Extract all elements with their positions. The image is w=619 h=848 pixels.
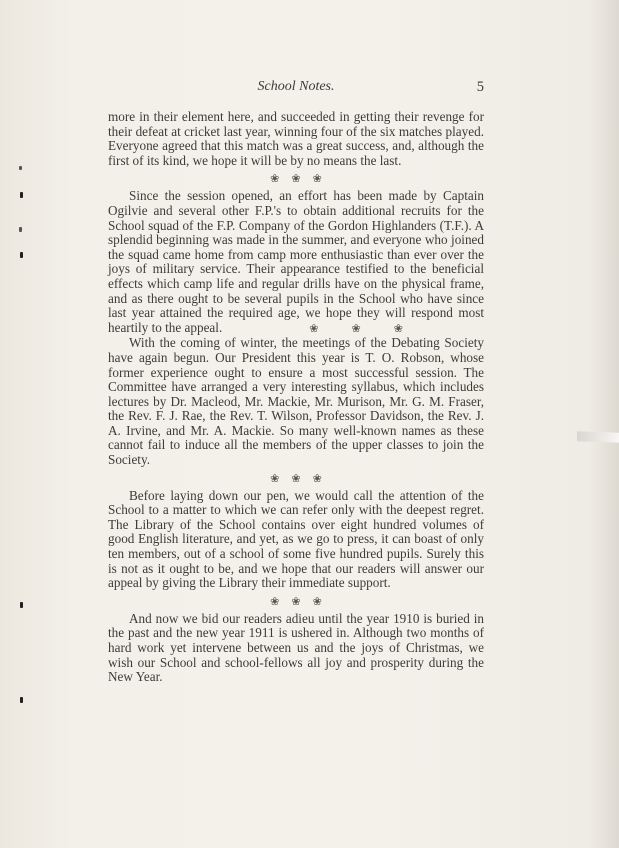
- flower-ornament-icon: ❀: [270, 594, 280, 608]
- binding-mark: [20, 697, 23, 703]
- text-column: [108, 78, 484, 685]
- running-title: School Notes.: [257, 79, 335, 94]
- binding-mark: [19, 227, 22, 232]
- page-edge-shadow: [589, 0, 619, 848]
- flower-ornament-icon: ❀: [291, 172, 301, 186]
- paragraph-military-squad-text: Since the session opened, an effort has been made by Captain Ogilvie and several other F.P.'s to obtain additional recruits for the School squad of the F.P. Company of the Gordon Highlanders (T.F.). A splendid beginning was made in the summer, and everyone who joined the squad came home from camp more enthusiastic than ever over the joys of military service. Their appearance testified to the beneficial effects which camp life and regular drills have on the physical frame, and as there ought to be several pupils in the School who have since last year attained the required age, we hope they will respond most heartily to the appeal.: [108, 188, 484, 335]
- section-ornament: [108, 471, 484, 486]
- binding-mark: [20, 192, 23, 198]
- flower-ornament-icon: ❀: [393, 321, 403, 335]
- page-number: 5: [476, 79, 484, 95]
- flower-ornament-icon: ❀: [312, 471, 322, 485]
- paragraph-cricket: more in their element here, and succeeded in getting their revenge for their defeat at cricket last year, winning four of the six matches played. Everyone agreed that this match was a great success, and, although the first of its kind, we hope it will be by no means the last.: [108, 109, 484, 168]
- page-tab-marker: [577, 431, 619, 442]
- flower-ornament-icon: ❀: [351, 321, 361, 335]
- binding-mark: [20, 252, 23, 258]
- flower-ornament-icon: ❀: [309, 321, 319, 335]
- flower-ornament-icon: ❀: [270, 172, 280, 186]
- flower-ornament-icon: ❀: [291, 594, 301, 608]
- section-ornament: [108, 594, 484, 609]
- flower-ornament-icon: ❀: [291, 471, 301, 485]
- section-ornament: [282, 322, 409, 335]
- paragraph-farewell: And now we bid our readers adieu until the year 1910 is buried in the past and the new year 1911 is ushered in. Although two months of hard work yet intervene between us and the joys of Christmas, we wish our School and school-fellows all joy and prosperity during the New Year.: [108, 610, 484, 685]
- flower-ornament-icon: ❀: [312, 172, 322, 186]
- section-ornament: [108, 171, 484, 186]
- binding-mark: [19, 166, 22, 170]
- paragraph-military-squad: [108, 189, 484, 336]
- flower-ornament-icon: ❀: [312, 594, 322, 608]
- binding-mark: [20, 602, 23, 608]
- flower-ornament-icon: ❀: [270, 471, 280, 485]
- paragraph-debating-society: With the coming of winter, the meetings of the Debating Society have again begun. Our President this year is T. O. Robson, whose former experience ought to ensure a most successful session. The Committee have arranged a very interesting syllabus, which includes lectures by Dr. Macleod, Mr. Mackie, Mr. Murison, Mr. G. M. Fraser, the Rev. F. J. Rae, the Rev. T. Wilson, Professor Davidson, the Rev. J. A. Irvine, and Mr. A. Mackie. So many well-known names as these cannot fail to induce all the members of the upper classes to join the Society.: [108, 335, 484, 468]
- page-header: [108, 78, 484, 98]
- paragraph-library: Before laying down our pen, we would call the attention of the School to a matter to which we can refer only with the deepest regret. The Library of the School contains over eight hundred volumes of good English literature, and yet, as we go to press, it can boast of only ten members, out of a school of some five hundred pupils. Surely this is not as it ought to be, and we hope that our readers will answer our appeal by giving the Library their immediate support.: [108, 487, 484, 591]
